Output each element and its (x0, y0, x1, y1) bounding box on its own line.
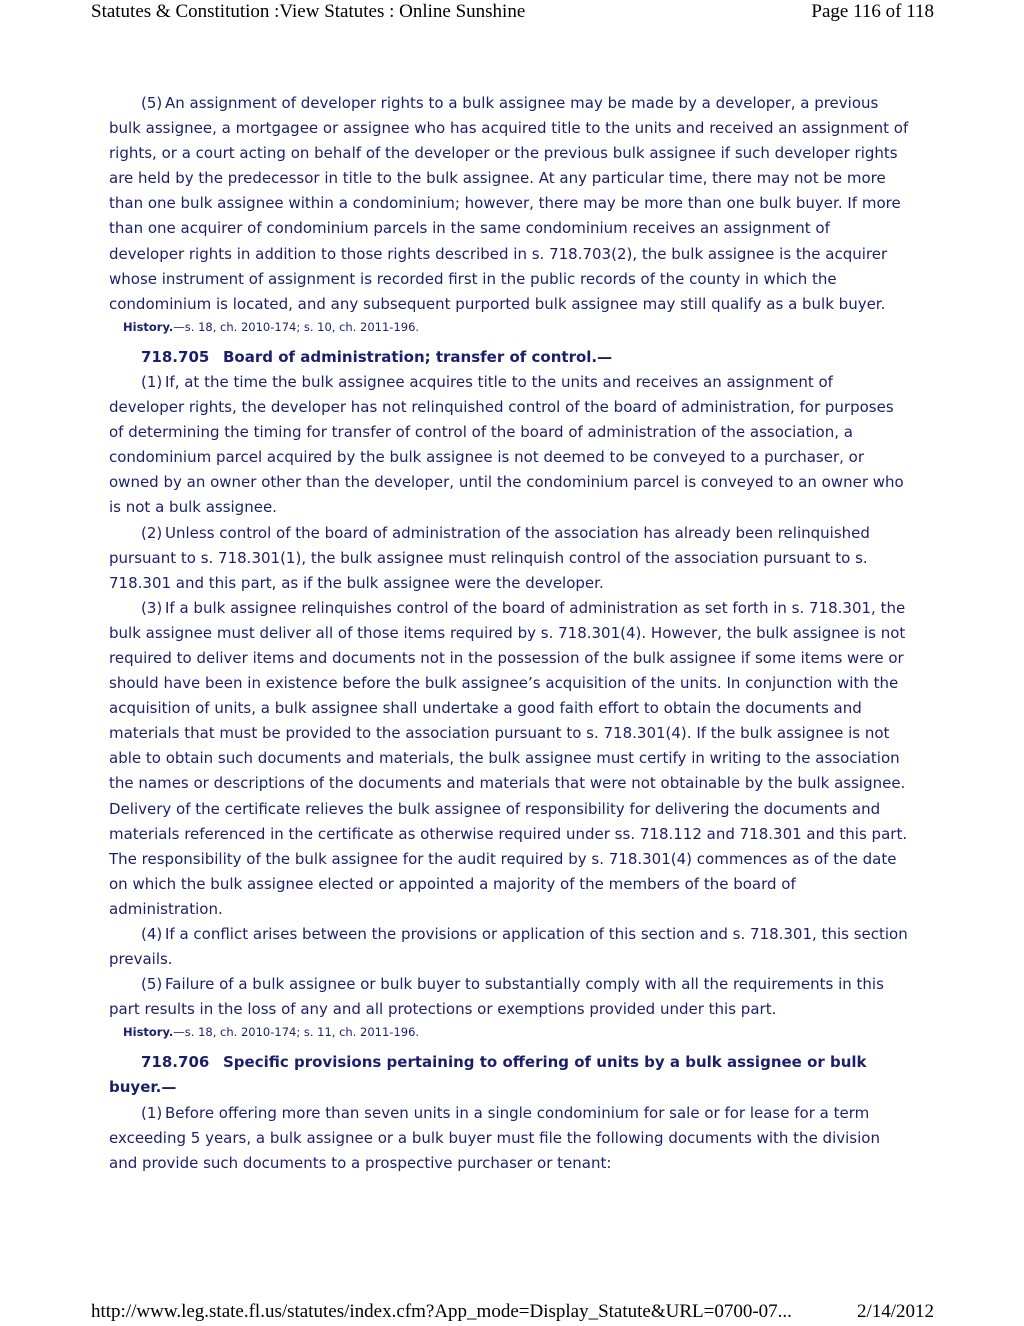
subsection-number: (5) (141, 975, 163, 994)
statute-body (109, 91, 909, 1176)
subsection-705-5 (109, 972, 909, 1022)
page-url: http://www.leg.state.fl.us/statutes/index.cfm?App_mode=Display_Statute&URL=0700-07... (91, 1301, 792, 1322)
section-title: Specific provisions pertaining to offering of units by a bulk assignee or bulk buyer.— (109, 1053, 867, 1097)
subsection-705-3 (109, 596, 909, 922)
print-header (91, 1, 934, 23)
subsection-number: (4) (141, 925, 163, 943)
subsection-705-1 (109, 370, 909, 521)
history-text: —s. 18, ch. 2010-174; s. 10, ch. 2011-196. (173, 319, 420, 334)
subsection-text: Before offering more than seven units in a single condominium for sale or for lease for a term exceeding 5 years, a bulk assignee or a bulk buyer must file the following documents with the division and provide such documents to a prospective purchaser or tenant: (109, 1103, 880, 1172)
section-heading-718-706 (109, 1050, 909, 1100)
subsection-text: An assignment of developer rights to a bulk assignee may be made by a developer, a previous bulk assignee, a mortgagee or assignee who has acquired title to the units and received an assignment of rights, or a court acting on behalf of the developer or the previous bulk assignee if such developer rights are held by the predecessor in title to the bulk assignee. At any particular time, there may not be more than one bulk assignee within a condominium; however, there may be more than one bulk buyer. If more than one acquirer of condominium parcels in the same condominium receives an assignment of developer rights in addition to those rights described in s. 718.703(2), the bulk assignee is the acquirer whose instrument of assignment is recorded first in the public records of the county in which the condominium is located, and any subsequent purported bulk assignee may still qualify as a bulk buyer. (109, 94, 909, 313)
history-text: —s. 18, ch. 2010-174; s. 11, ch. 2011-196. (173, 1025, 420, 1040)
subsection-705-4 (109, 922, 909, 972)
section-number: 718.706 (141, 1053, 210, 1072)
subsection-text: Unless control of the board of administration of the association has already been relinquished pursuant to s. 718.301(1), the bulk assignee must relinquish control of the association pursuant to s. 718.301 and this part, as if the bulk assignee were the developer. (109, 523, 870, 592)
history-label: History. (123, 1025, 174, 1040)
history-note (123, 317, 909, 337)
print-date: 2/14/2012 (856, 1301, 934, 1322)
subsection-number: (1) (141, 1103, 163, 1122)
subsection-705-2 (109, 521, 909, 596)
subsection-number: (1) (141, 372, 163, 391)
subsection-text: If a conflict arises between the provisions or application of this section and s. 718.301, this section prevails. (109, 925, 908, 969)
page-number: Page 116 of 118 (811, 1, 934, 22)
section-number: 718.705 (141, 347, 210, 366)
subsection-number: (2) (141, 523, 163, 542)
history-note (123, 1022, 909, 1042)
subsection-number: (3) (141, 598, 163, 617)
subsection-text: If a bulk assignee relinquishes control of the board of administration as set forth in s. 718.301, the bulk assignee must deliver all of those items required by s. 718.301(4). However, the bulk assignee is not required to deliver items and documents not in the possession of the bulk assignee if some items were or should have been in existence before the bulk assignee’s acquisition of the units. In conjunction with the acquisition of units, a bulk assignee shall undertake a good faith effort to obtain the documents and materials that must be provided to the association pursuant to s. 718.301(4). If the bulk assignee is not able to obtain such documents and materials, the bulk assignee must certify in writing to the association the names or descriptions of the documents and materials that were not obtainable by the bulk assignee. Delivery of the certificate relieves the bulk assignee of responsibility for delivering the documents and materials referenced in the certificate as otherwise required under ss. 718.112 and 718.301 and this part. The responsibility of the bulk assignee for the audit required by s. 718.301(4) commences as of the date on which the bulk assignee elected or appointed a majority of the members of the board of administration. (109, 598, 908, 918)
subsection-text: Failure of a bulk assignee or bulk buyer to substantially comply with all the requirements in this part results in the loss of any and all protections or exemptions provided under this part. (109, 975, 884, 1019)
subsection-number: (5) (141, 94, 163, 112)
subsection-706-1 (109, 1101, 909, 1176)
subsection-704-5 (109, 91, 909, 317)
subsection-text: If, at the time the bulk assignee acquires title to the units and receives an assignment of developer rights, the developer has not relinquished control of the board of administration, for purposes of determining the timing for transfer of control of the board of administration of the association, a condominium parcel acquired by the bulk assignee is not deemed to be conveyed to a purchaser, or owned by an owner other than the developer, until the condominium parcel is conveyed to an owner who is not a bulk assignee. (109, 372, 904, 517)
section-heading-718-705 (109, 345, 909, 370)
document-title: Statutes & Constitution :View Statutes : Online Sunshine (91, 1, 526, 22)
print-footer (91, 1301, 934, 1323)
section-title: Board of administration; transfer of control.— (223, 347, 613, 366)
history-label: History. (123, 319, 174, 334)
